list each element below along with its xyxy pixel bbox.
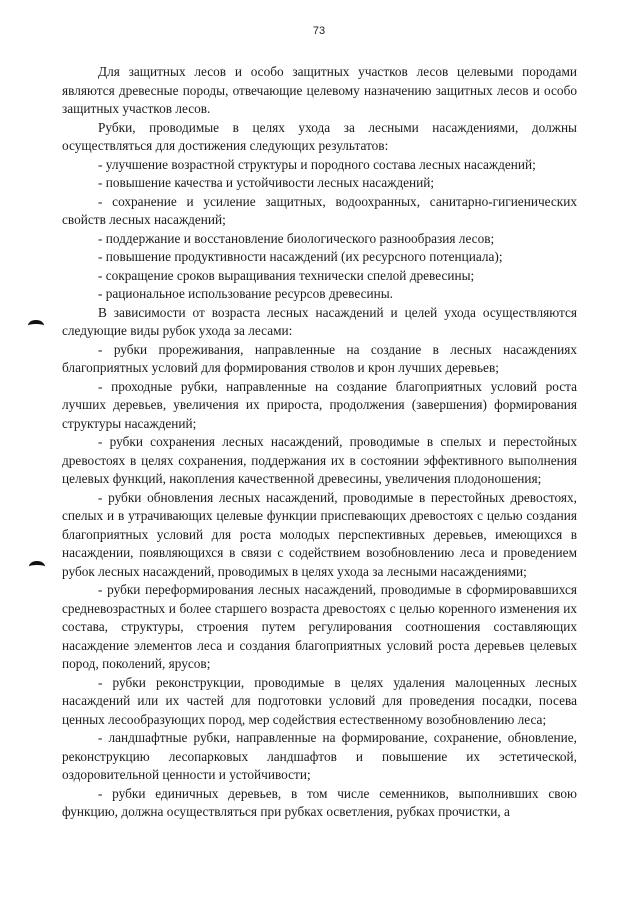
paragraph: Для защитных лесов и особо защитных участков лесов целевыми породами являются древесные породы, отвечающие целевому назначению защитных лесов и особо защитных участков лесов. bbox=[62, 64, 577, 116]
list-item: - повышение продуктивности насаждений (их ресурсного потенциала); bbox=[98, 249, 503, 264]
list-item: - рациональное использование ресурсов древесины. bbox=[98, 286, 393, 301]
paragraph: Рубки, проводимые в целях ухода за лесными насаждениями, должны осуществляться для достижения следующих результатов: bbox=[62, 119, 577, 153]
list-item: - поддержание и восстановление биологического разнообразия лесов; bbox=[98, 230, 495, 246]
list-item: - рубки единичных деревьев, в том числе семенников, выполнивших свою функцию, должна осуществляться при рубках осветления, рубках прочистки, а bbox=[62, 785, 577, 819]
list-item: - сокращение сроков выращивания технически спелой древесины; bbox=[98, 267, 475, 283]
scan-mark bbox=[29, 561, 45, 572]
paragraph: В зависимости от возраста лесных насаждений и целей ухода осуществляются следующие виды рубок ухода за лесами: bbox=[62, 304, 577, 338]
document-body bbox=[62, 63, 577, 822]
scan-mark bbox=[28, 320, 44, 331]
list-item: - рубки прореживания, направленные на создание в лесных насаждениях благоприятных условий для формирования стволов и крон лучших деревьев; bbox=[62, 341, 577, 375]
list-item: - сохранение и усиление защитных, водоохранных, санитарно-гигиенических свойств лесных насаждений; bbox=[62, 193, 577, 227]
list-item: - проходные рубки, направленные на создание благоприятных условий роста лучших деревьев, увеличения их прироста, продолжения (завершения) формирования структуры насаждений; bbox=[62, 378, 577, 431]
list-item: - рубки сохранения лесных насаждений, проводимые в спелых и перестойных древостоях в целях сохранения, поддержания их в состоянии эффективного выполнения целевых функций, накопления качественной древесины, увеличения плодоношения; bbox=[62, 434, 577, 486]
list-item: - рубки обновления лесных насаждений, проводимые в перестойных древостоях, спелых и в утрачивающих целевые функции приспевающих древостоях с целью создания благоприятных условий для роста молодых перспективных деревьев, имеющихся в насаждении, появляющихся в связи с содействием возобновлению леса и проведением рубок лесных насаждений, проводимых в целях ухода за лесными насаждениями; bbox=[62, 489, 577, 579]
list-item: - повышение качества и устойчивости лесных насаждений; bbox=[98, 175, 435, 190]
list-item: - улучшение возрастной структуры и породного состава лесных насаждений; bbox=[98, 156, 536, 172]
page-number: 73 bbox=[312, 25, 326, 37]
list-item: - рубки реконструкции, проводимые в целях удаления малоценных лесных насаждений или их частей для подготовки условий для проведения посадки, посева ценных лесообразующих пород, мер содействия естественному возобновлению леса; bbox=[62, 674, 577, 727]
list-item: - ландшафтные рубки, направленные на формирование, сохранение, обновление, реконструкцию лесопарковых ландшафтов и повышение их эстетической, оздоровительной ценности и устойчивости; bbox=[62, 730, 577, 782]
list-item: - рубки переформирования лесных насаждений, проводимые в сформировавшихся средневозрастных и более старшего возраста древостоях с целью коренного изменения их состава, структуры, строения путем регулирования соотношения составляющих насаждение элементов леса и создания благоприятных условий роста деревьев целевых пород, поколений, ярусов; bbox=[62, 582, 577, 671]
